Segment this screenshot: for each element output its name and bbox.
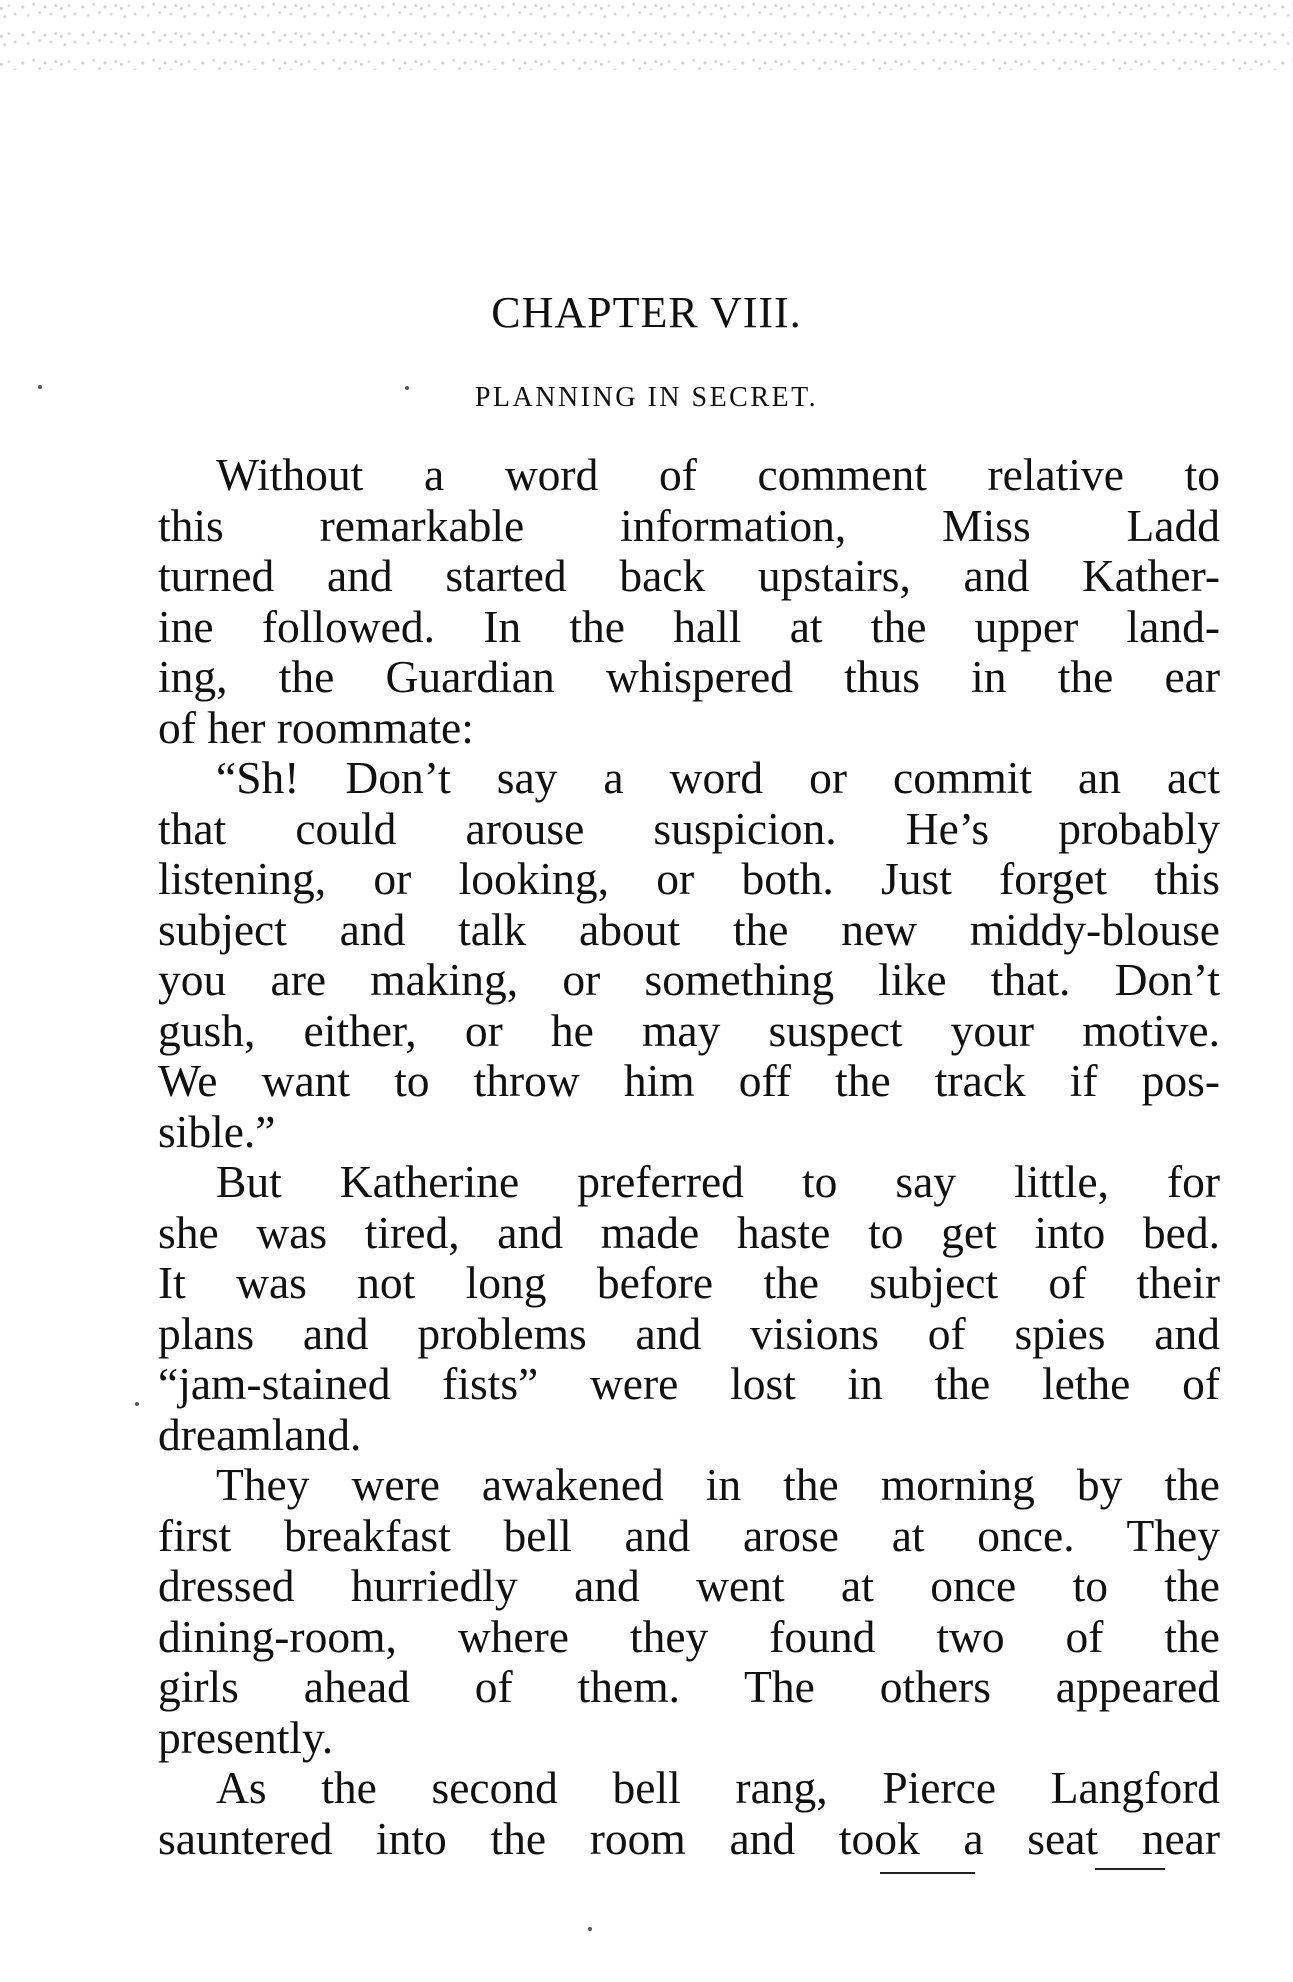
paragraph [158, 450, 1220, 753]
text-line: that could arouse suspicion. He’s probably [158, 803, 1220, 854]
text-line: ing, the Guardian whispered thus in the ear [158, 652, 1220, 702]
text-line: she was tired, and made haste to get into bed. [158, 1207, 1220, 1258]
paragraph [158, 1763, 1220, 1864]
text-line: turned and started back upstairs, and Kather- [158, 551, 1220, 601]
text-line: We want to throw him off the track if pos- [158, 1056, 1220, 1106]
text-line: As the second bell rang, Pierce Langford [216, 1763, 1220, 1813]
paragraph [158, 1460, 1220, 1763]
text-line: presently. [158, 1712, 334, 1763]
chapter-subtitle: PLANNING IN SECRET. [474, 382, 819, 413]
paragraph [158, 1157, 1220, 1460]
text-line: first breakfast bell and arose at once. They [158, 1510, 1220, 1561]
text-line: It was not long before the subject of their [158, 1258, 1220, 1308]
text-line: dining-room, where they found two of the [158, 1611, 1220, 1662]
text-line: you are making, or something like that. Don’t [158, 955, 1220, 1005]
text-line: this remarkable information, Miss Ladd [158, 500, 1220, 551]
scan-speck [135, 1402, 139, 1406]
text-line: subject and talk about the new middy-blouse [158, 904, 1220, 955]
text-line: sible.” [158, 1106, 276, 1157]
text-line: plans and problems and visions of spies and [158, 1308, 1220, 1359]
scan-noise-border [0, 0, 1293, 70]
scan-speck [38, 385, 42, 389]
text-line: “jam-stained fists” were lost in the lethe of [158, 1359, 1220, 1409]
chapter-title: CHAPTER VIII. [491, 288, 802, 337]
text-line: But Katherine preferred to say little, for [216, 1157, 1220, 1207]
paragraph [158, 753, 1220, 1157]
scan-speck [405, 386, 409, 390]
scan-speck [588, 1927, 592, 1931]
text-line: sauntered into the room and took a seat near [158, 1813, 1220, 1864]
text-line: “Sh! Don’t say a word or commit an act [216, 753, 1220, 803]
text-line: of her roommate: [158, 702, 474, 753]
text-line: gush, either, or he may suspect your motive. [158, 1005, 1220, 1056]
body-text [158, 450, 1220, 1864]
scan-underline-mark [880, 1872, 975, 1874]
text-line: ine followed. In the hall at the upper land- [158, 601, 1220, 652]
text-line: They were awakened in the morning by the [216, 1460, 1220, 1510]
text-line: Without a word of comment relative to [216, 450, 1220, 500]
text-line: dressed hurriedly and went at once to the [158, 1561, 1220, 1611]
scan-underline-mark [1095, 1868, 1165, 1870]
text-line: girls ahead of them. The others appeared [158, 1662, 1220, 1712]
text-line: dreamland. [158, 1409, 362, 1460]
text-line: listening, or looking, or both. Just forget this [158, 854, 1220, 904]
